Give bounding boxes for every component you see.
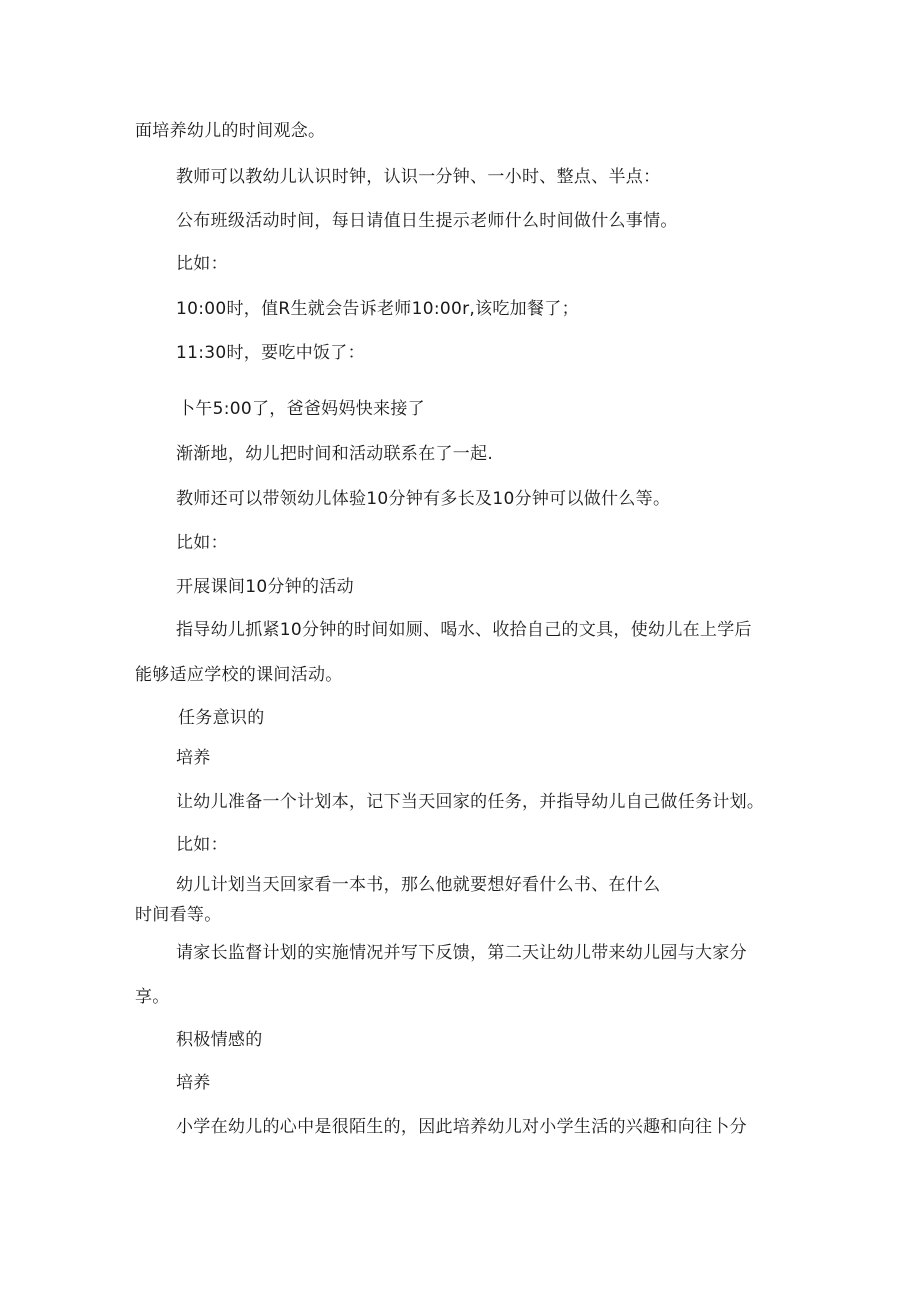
- text-line: 时间看等。: [135, 905, 222, 925]
- text-line: 比如：: [176, 835, 228, 855]
- text-line: 指导幼儿抓紧10分钟的时间如厕、喝水、收拾自己的文具，使幼儿在上学后: [176, 620, 752, 640]
- section-heading: 任务意识的: [178, 708, 265, 728]
- text-line: 10:00时，值R生就会告诉老师10:00r,该吃加餐了；: [176, 299, 579, 319]
- text-line: 比如：: [176, 533, 228, 553]
- text-line: 开展课间10分钟的活动: [176, 577, 354, 597]
- section-heading: 培养: [176, 748, 211, 768]
- section-heading: 培养: [176, 1073, 211, 1093]
- text-line: 教师还可以带领幼儿体验10分钟有多长及10分钟可以做什么等。: [176, 489, 671, 509]
- text-line: 幼儿计划当天回家看一本书，那么他就要想好看什么书、在什么: [176, 875, 661, 895]
- section-heading: 积极情感的: [176, 1030, 263, 1050]
- text-line: 11:30时，要吃中饭了：: [176, 343, 365, 363]
- text-line: 请家长监督计划的实施情况并写下反馈，第二天让幼儿带来幼儿园与大家分: [176, 943, 747, 963]
- text-line: 公布班级活动时间，每日请值日生提示老师什么时间做什么事情。: [176, 211, 678, 231]
- text-line: 面培养幼儿的时间观念。: [135, 121, 326, 141]
- text-line: 小学在幼儿的心中是很陌生的，因此培养幼儿对小学生活的兴趣和向往卜分: [176, 1117, 747, 1137]
- text-line: 渐渐地，幼儿把时间和活动联系在了一起.: [176, 444, 494, 464]
- text-line: 享。: [135, 987, 170, 1007]
- text-line: 让幼儿准备一个计划本，记下当天回家的任务，并指导幼儿自己做任务计划。: [176, 792, 765, 812]
- text-line: 比如：: [176, 254, 228, 274]
- text-line: 卜午5:00了，爸爸妈妈快来接了: [178, 399, 425, 419]
- text-line: 能够适应学校的课间活动。: [135, 665, 343, 685]
- text-line: 教师可以教幼儿认识时钟，认识一分钟、一小时、整点、半点：: [176, 167, 661, 187]
